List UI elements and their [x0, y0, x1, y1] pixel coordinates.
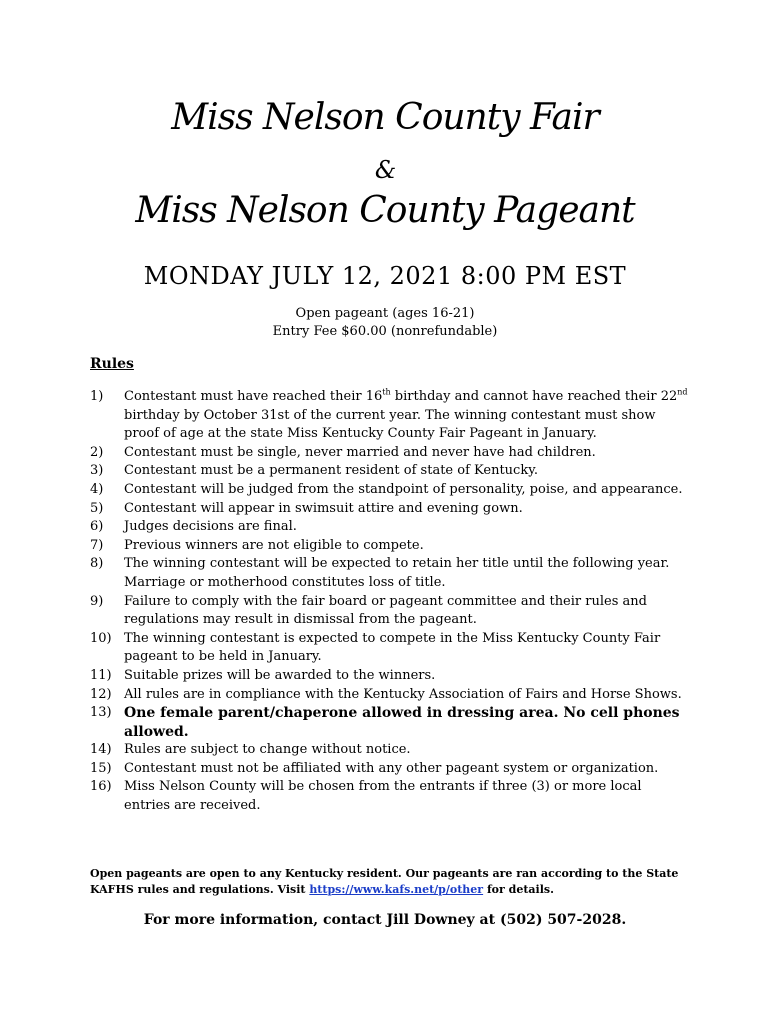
footnote: [90, 866, 690, 898]
rules-heading: Rules: [90, 356, 134, 372]
rule-number: 8): [90, 556, 104, 572]
rule-number: 6): [90, 519, 104, 535]
rule-text: Contestant must be a permanent resident of state of Kentucky.: [124, 463, 538, 479]
rule-item: [90, 593, 690, 630]
title-ampersand: &: [374, 156, 396, 184]
rule-text: Failure to comply with the fair board or pageant committee and their rules and regulations may result in dismissal from the pageant.: [124, 593, 647, 628]
rule-number: 10): [90, 630, 112, 646]
rule-number: 14): [90, 742, 112, 758]
rule-item: [90, 537, 690, 556]
rule-text: Contestant must be single, never married and never have had children.: [124, 444, 596, 460]
ordinal-suffix: nd: [677, 387, 688, 397]
rule-text: The winning contestant will be expected to retain her title until the following year. Marriage or motherhood constitutes loss of title.: [124, 556, 670, 590]
kafs-link[interactable]: https://www.kafs.net/p/other: [309, 883, 484, 896]
rule-text-part: birthday by October 31st of the current year. The winning contestant must show proof of age at the state Miss Kentucky County Fair Pageant in January.: [124, 407, 656, 442]
rule-item: [90, 481, 690, 500]
rule-item: [90, 500, 690, 519]
rule-item: [90, 778, 690, 815]
contact-line: For more information, contact Jill Downey at (502) 507-2028.: [143, 912, 627, 928]
rule-item: [90, 630, 690, 667]
rule-text: Rules are subject to change without notice.: [124, 742, 411, 758]
rule-text: Judges decisions are final.: [124, 519, 297, 535]
rule-number: 5): [90, 500, 104, 516]
rule-number: 9): [90, 593, 104, 609]
rule-number: 13): [90, 705, 112, 721]
rule-item: [90, 388, 690, 444]
rule-text: Contestant must not be affiliated with any other pageant system or organization.: [124, 760, 659, 776]
rule-item: [90, 555, 690, 592]
rule-text: Contestant will be judged from the standpoint of personality, poise, and appearance.: [124, 481, 683, 497]
footnote-text-end: for details.: [483, 883, 554, 896]
open-pageant-line: Open pageant (ages 16-21): [295, 306, 475, 321]
footnote-text: Open pageants are open to any Kentucky resident. Our pageants are ran according to the State KAFHS rules and regulations. Visit: [90, 867, 679, 896]
rule-number: 12): [90, 686, 112, 702]
rules-list: [90, 388, 690, 816]
rule-number: 11): [90, 667, 112, 683]
rule-text: All rules are in compliance with the Kentucky Association of Fairs and Horse Shows.: [124, 686, 682, 702]
rule-number: 7): [90, 537, 104, 553]
rule-item: [90, 667, 690, 686]
rule-text: Previous winners are not eligible to compete.: [124, 537, 424, 553]
entry-fee-line: Entry Fee $60.00 (nonrefundable): [272, 324, 498, 339]
rule-item: [90, 444, 690, 463]
rule-number: 16): [90, 779, 112, 795]
rule-number: 3): [90, 463, 104, 479]
ordinal-suffix: th: [382, 387, 391, 397]
rule-item: [90, 741, 690, 760]
rule-text: One female parent/chaperone allowed in dressing area. No cell phones allowed.: [124, 705, 680, 740]
rule-item: [90, 686, 690, 705]
rule-item: [90, 704, 690, 741]
title-fair: Miss Nelson County Fair: [171, 97, 599, 138]
rule-number: 2): [90, 444, 104, 460]
rule-number: 1): [90, 389, 104, 404]
rule-item: [90, 760, 690, 779]
title-pageant: Miss Nelson County Pageant: [135, 190, 635, 231]
rule-text: [124, 388, 690, 444]
rule-number: 4): [90, 481, 104, 497]
event-date: MONDAY JULY 12, 2021 8:00 PM EST: [143, 262, 627, 290]
rule-text-part: birthday and cannot have reached their 22: [390, 389, 678, 404]
rule-text: The winning contestant is expected to compete in the Miss Kentucky County Fair pageant to be held in January.: [124, 630, 661, 665]
rule-text: Suitable prizes will be awarded to the winners.: [124, 667, 436, 683]
rule-text-part: Contestant must have reached their 16: [124, 389, 383, 404]
rule-item: [90, 462, 690, 481]
rule-text: Contestant will appear in swimsuit attire and evening gown.: [124, 500, 523, 516]
rule-number: 15): [90, 760, 112, 776]
rule-item: [90, 518, 690, 537]
rule-text: Miss Nelson County will be chosen from the entrants if three (3) or more local entries are received.: [124, 779, 642, 814]
